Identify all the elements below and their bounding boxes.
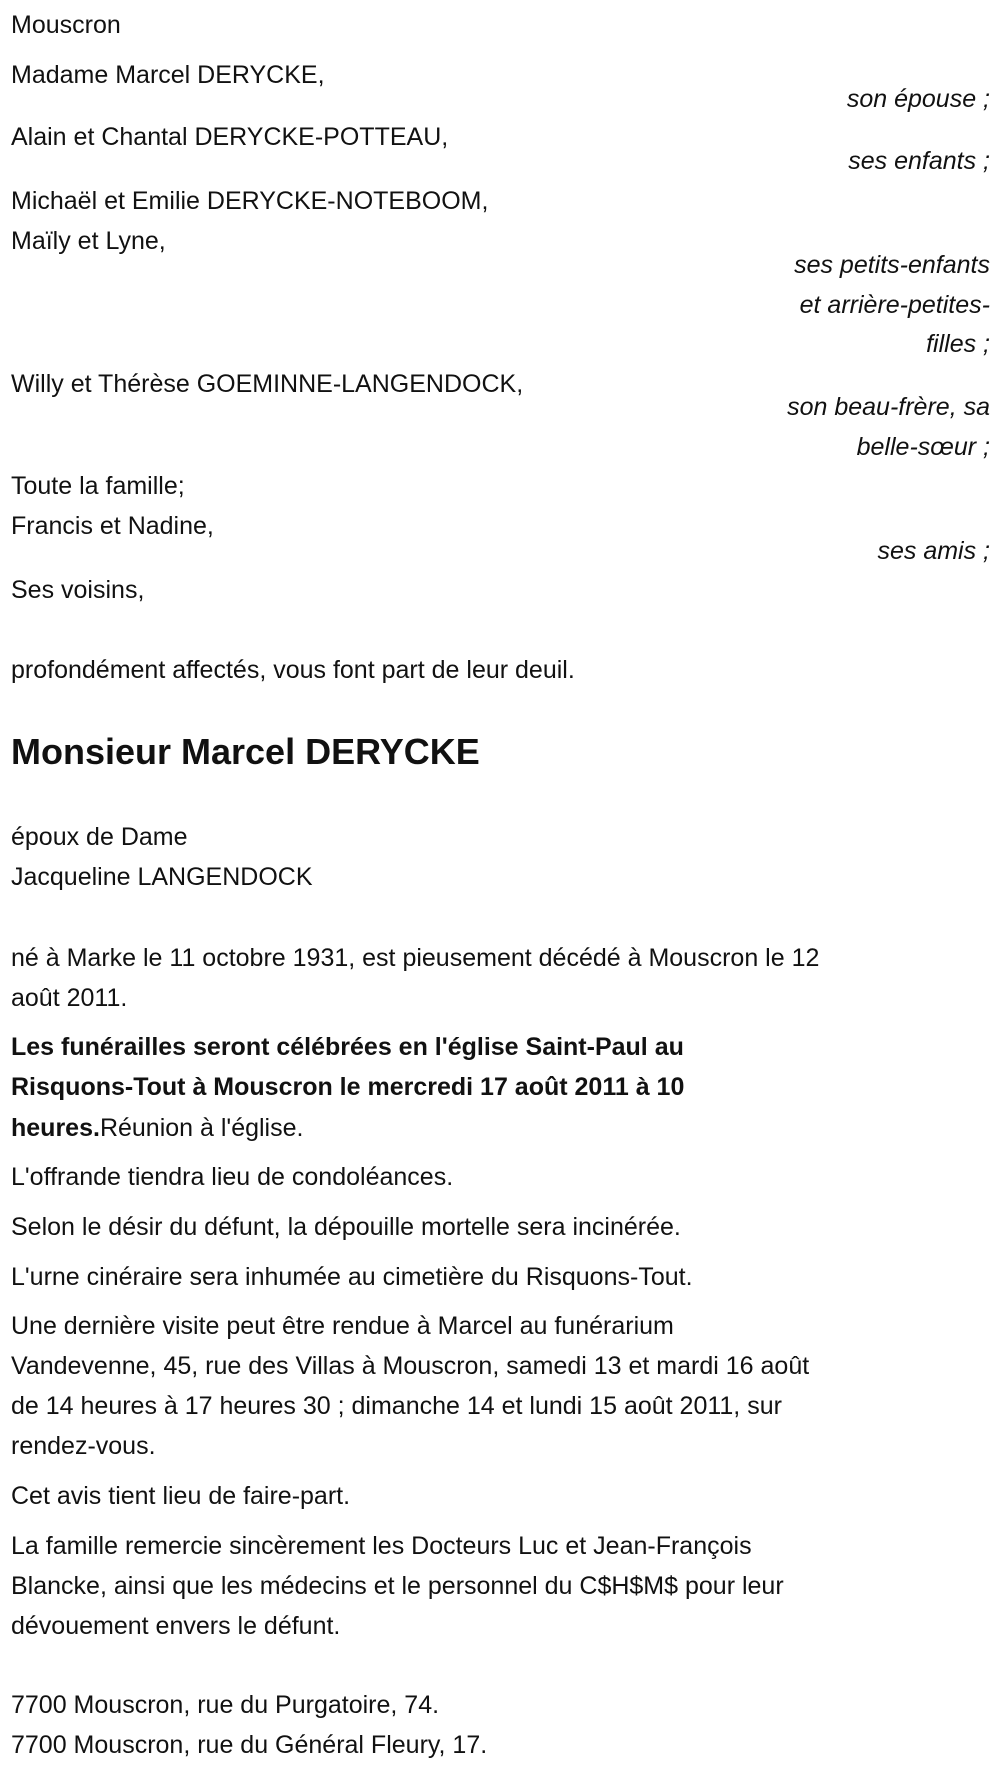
city: Mouscron [11,11,121,39]
children-name: Alain et Chantal DERYCKE-POTTEAU, [11,123,449,151]
friends-role: ses amis ; [877,537,990,565]
funeral-info: Risquons-Tout à Mouscron le mercredi 17 août 2011 à 10 [11,1073,685,1101]
spouse-of: Jacqueline LANGENDOCK [11,863,313,891]
friends-name: Francis et Nadine, [11,512,214,540]
offering: L'offrande tiendra lieu de condoléances. [11,1163,454,1191]
visit: Vandevenne, 45, rue des Villas à Mouscron, samedi 13 et mardi 16 août [11,1352,810,1380]
spouse-of: époux de Dame [11,823,188,851]
visit: de 14 heures à 17 heures 30 ; dimanche 14 et lundi 15 août 2011, sur [11,1392,782,1420]
funeral-gathering: Réunion à l'église. [99,1114,304,1142]
spouse-name: Madame Marcel DERYCKE, [11,61,325,89]
address: 7700 Mouscron, rue du Purgatoire, 74. [11,1691,440,1719]
grandchildren-role: filles ; [926,330,990,358]
thanks: Blancke, ainsi que les médecins et le personnel du C$H$M$ pour leur [11,1572,784,1600]
inlaws-role: son beau-frère, sa [787,393,990,421]
notice: Cet avis tient lieu de faire-part. [11,1482,351,1510]
grandchildren-role: ses petits-enfants [794,251,990,279]
funeral-info: Les funérailles seront célébrées en l'église Saint-Paul au [11,1033,684,1061]
birth-death: né à Marke le 11 octobre 1931, est pieusement décédé à Mouscron le 12 [11,944,820,972]
grandchildren-role: et arrière-petites- [799,291,990,319]
spouse-role: son épouse ; [846,85,990,113]
inlaws-role: belle-sœur ; [856,433,990,461]
birth-death: août 2011. [11,984,128,1012]
children-role: ses enfants ; [848,147,990,175]
great-grandchildren-name: Maïly et Lyne, [11,227,166,255]
deceased-name: Monsieur Marcel DERYCKE [11,731,480,772]
grandchildren-name: Michaël et Emilie DERYCKE-NOTEBOOM, [11,187,489,215]
visit: rendez-vous. [11,1432,156,1460]
address: 7700 Mouscron, rue du Général Fleury, 17. [11,1731,488,1759]
urn: L'urne cinéraire sera inhumée au cimetière du Risquons-Tout. [11,1263,693,1291]
inlaws-name: Willy et Thérèse GOEMINNE-LANGENDOCK, [11,370,524,398]
funeral-info [11,1113,303,1143]
funeral-info-bold: heures. [11,1114,100,1142]
cremation: Selon le désir du défunt, la dépouille mortelle sera incinérée. [11,1213,681,1241]
announcement: profondément affectés, vous font part de leur deuil. [11,656,575,684]
visit: Une dernière visite peut être rendue à Marcel au funérarium [11,1312,674,1340]
all-family: Toute la famille; [11,472,185,500]
neighbours: Ses voisins, [11,576,145,604]
thanks: La famille remercie sincèrement les Docteurs Luc et Jean-François [11,1532,752,1560]
thanks: dévouement envers le défunt. [11,1612,341,1640]
